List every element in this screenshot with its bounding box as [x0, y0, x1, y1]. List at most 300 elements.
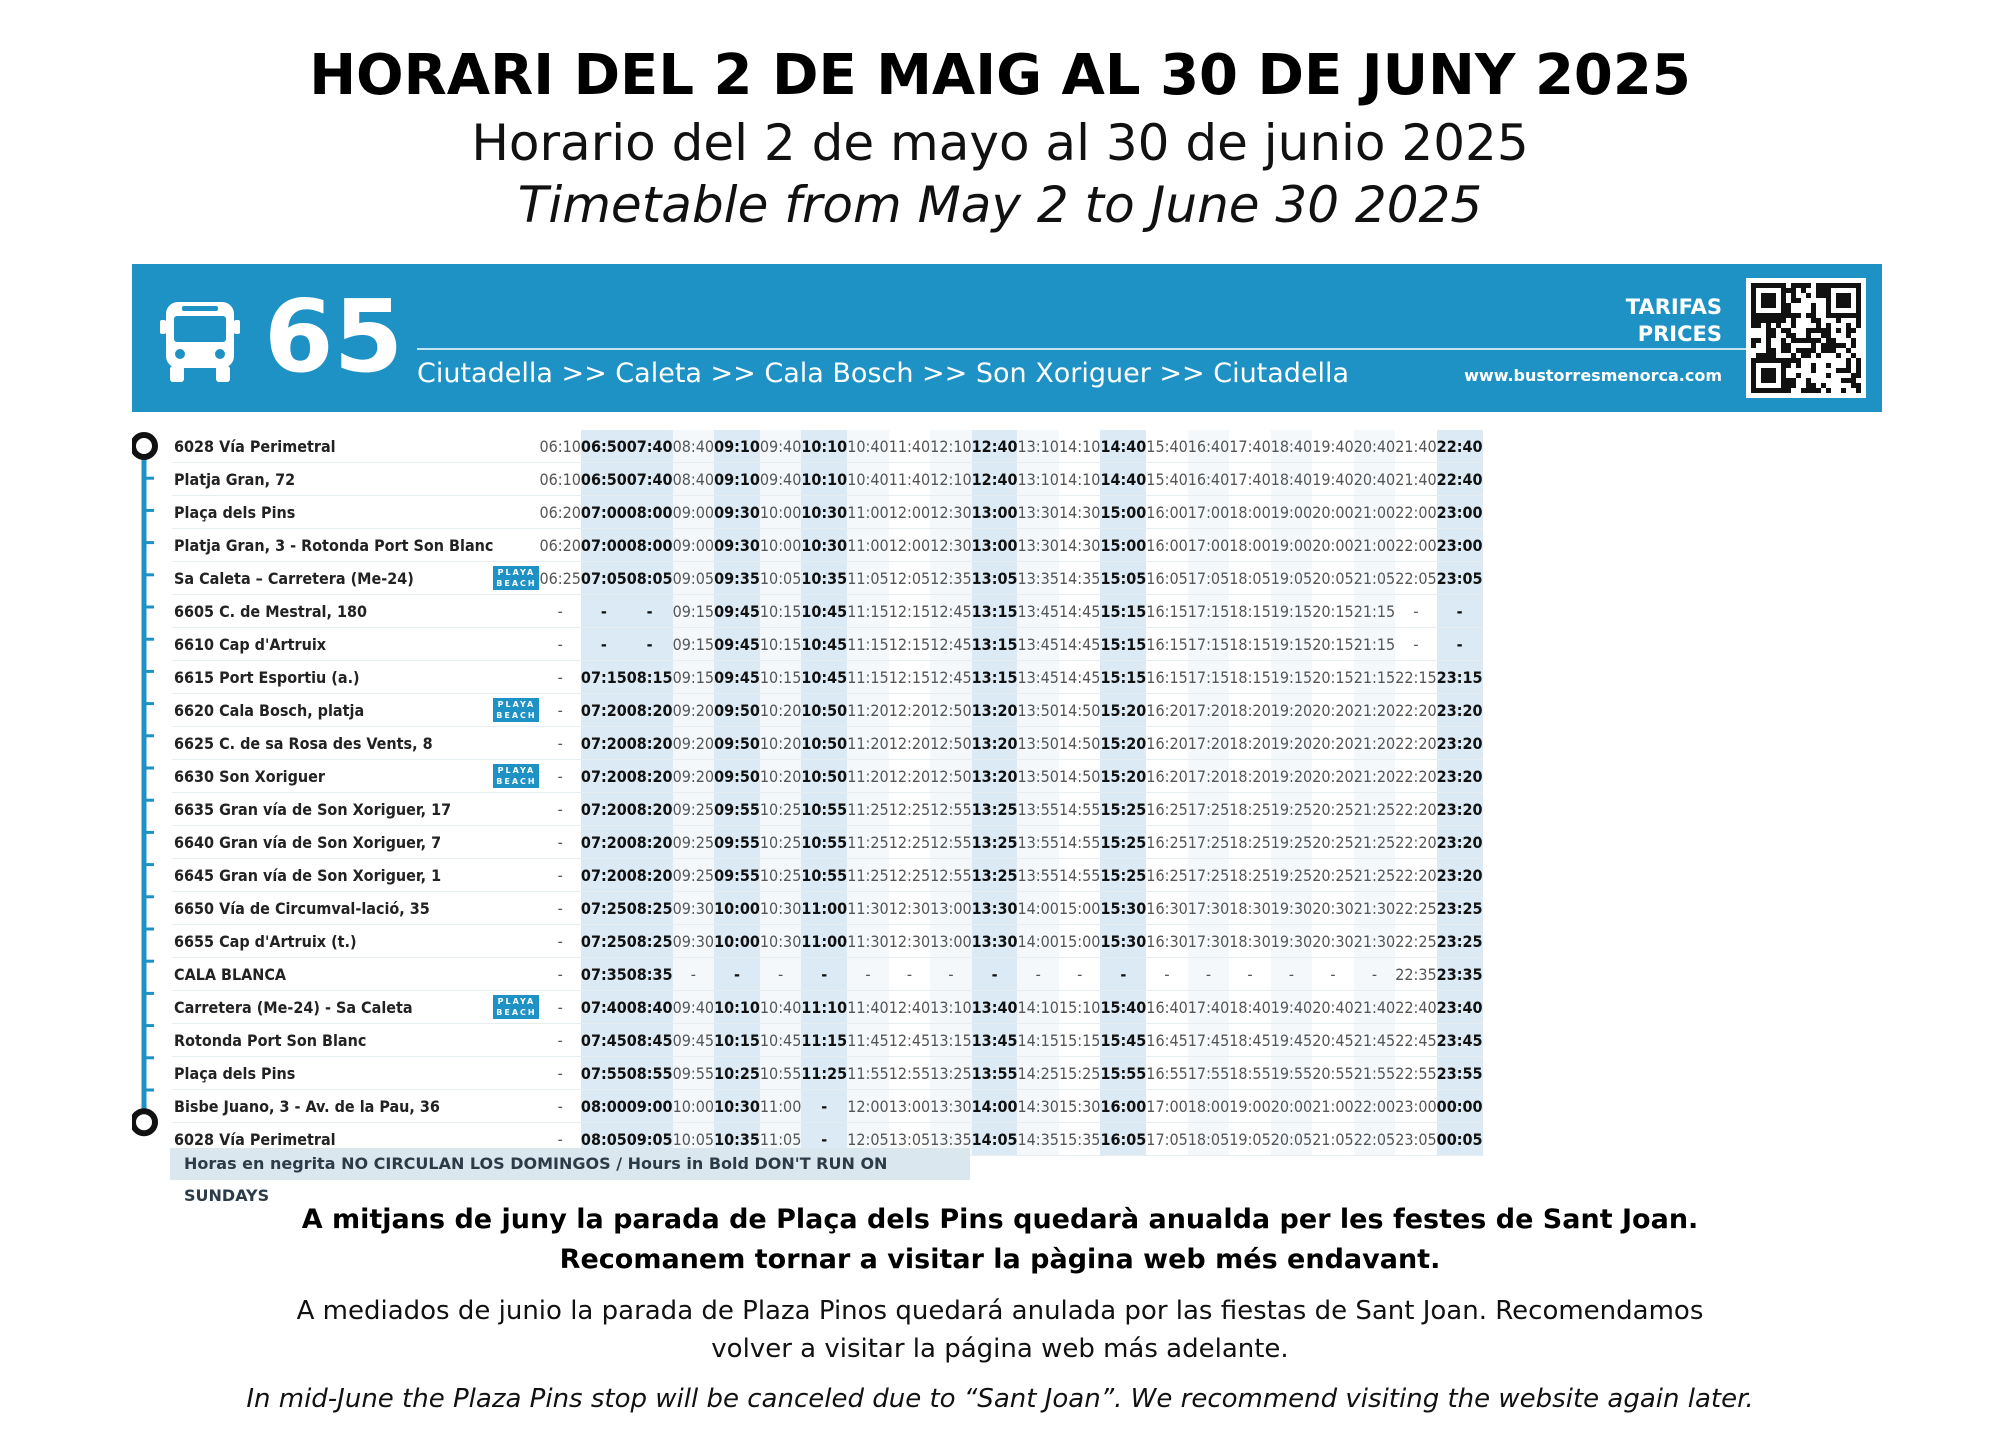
table-row: [172, 628, 1483, 661]
qr-module: [1806, 313, 1811, 318]
title-spanish: Horario del 2 de mayo al 30 de junio 2025: [471, 114, 1529, 172]
time-cell: 15:35: [1059, 1123, 1100, 1156]
time-cell: 09:55: [673, 1057, 714, 1090]
time-cell: 11:15: [847, 661, 888, 694]
time-cell: 09:30: [673, 892, 714, 925]
time-cell: -: [539, 1024, 580, 1057]
time-cell: 13:20: [972, 727, 1018, 760]
qr-module: [1756, 323, 1761, 328]
time-cell: 17:15: [1188, 628, 1229, 661]
qr-module: [1851, 383, 1856, 388]
stop-name: 6615 Port Esportiu (a.): [172, 661, 493, 694]
website-url: www.bustorresmenorca.com: [1464, 366, 1722, 385]
time-cell: 16:40: [1146, 991, 1187, 1024]
time-cell: 09:45: [714, 628, 760, 661]
time-cell: 15:25: [1059, 1057, 1100, 1090]
time-cell: 18:40: [1271, 430, 1312, 463]
time-cell: 11:20: [847, 694, 888, 727]
time-cell: 14:40: [1100, 430, 1146, 463]
qr-module: [1766, 323, 1771, 328]
time-cell: 10:40: [760, 991, 801, 1024]
time-cell: 13:25: [972, 859, 1018, 892]
qr-module: [1786, 308, 1791, 313]
time-cell: -: [801, 958, 847, 991]
time-cell: 13:30: [972, 892, 1018, 925]
time-cell: 12:25: [889, 859, 930, 892]
qr-module: [1756, 318, 1761, 323]
time-cell: 11:25: [801, 1057, 847, 1090]
qr-module: [1801, 388, 1806, 393]
time-cell: 09:05: [627, 1123, 673, 1156]
time-cell: 08:25: [627, 892, 673, 925]
time-cell: 10:25: [714, 1057, 760, 1090]
time-cell: 10:00: [714, 892, 760, 925]
time-cell: -: [539, 826, 580, 859]
time-cell: 19:25: [1271, 793, 1312, 826]
time-cell: 06:50: [581, 463, 627, 496]
qr-module: [1791, 318, 1796, 323]
qr-module: [1826, 328, 1831, 333]
table-row: [172, 1024, 1483, 1057]
qr-module: [1786, 343, 1791, 348]
qr-module: [1821, 328, 1826, 333]
qr-module: [1816, 288, 1821, 293]
time-cell: -: [539, 595, 580, 628]
qr-module: [1786, 383, 1791, 388]
qr-module: [1806, 388, 1811, 393]
stop-name: 6630 Son Xoriguer: [172, 760, 493, 793]
time-cell: 14:45: [1059, 628, 1100, 661]
time-cell: 14:00: [972, 1090, 1018, 1123]
time-cell: 09:10: [714, 463, 760, 496]
qr-module: [1836, 368, 1841, 373]
time-cell: 19:20: [1271, 760, 1312, 793]
time-cell: 06:20: [539, 529, 580, 562]
time-cell: 12:50: [930, 694, 971, 727]
time-cell: 08:20: [627, 694, 673, 727]
time-cell: 10:55: [760, 1057, 801, 1090]
qr-module: [1791, 293, 1796, 298]
time-cell: 12:40: [972, 430, 1018, 463]
time-cell: 13:25: [930, 1057, 971, 1090]
time-cell: 21:40: [1395, 463, 1436, 496]
time-cell: 10:45: [801, 661, 847, 694]
time-cell: 19:05: [1271, 562, 1312, 595]
playa-beach-badge: [493, 995, 539, 1019]
time-cell: 13:30: [1017, 496, 1058, 529]
time-cell: 16:20: [1146, 760, 1187, 793]
time-cell: 09:25: [673, 793, 714, 826]
time-cell: 10:10: [714, 991, 760, 1024]
time-cell: 18:20: [1229, 760, 1270, 793]
time-cell: 13:05: [889, 1123, 930, 1156]
time-cell: 18:00: [1229, 529, 1270, 562]
time-cell: 09:20: [673, 694, 714, 727]
badge-cell: [493, 661, 539, 694]
qr-module: [1791, 288, 1796, 293]
time-cell: 20:05: [1271, 1123, 1312, 1156]
time-cell: 21:25: [1354, 826, 1395, 859]
qr-module: [1791, 333, 1796, 338]
time-cell: 13:30: [1017, 529, 1058, 562]
qr-module: [1856, 318, 1861, 323]
time-cell: 10:20: [760, 760, 801, 793]
time-cell: 21:15: [1354, 661, 1395, 694]
time-cell: 18:25: [1229, 793, 1270, 826]
time-cell: 11:10: [801, 991, 847, 1024]
qr-module: [1751, 318, 1756, 323]
badge-cell: [493, 892, 539, 925]
qr-module: [1836, 293, 1851, 308]
stop-name: Plaça dels Pins: [172, 1057, 493, 1090]
stop-name: 6028 Vía Perimetral: [172, 430, 493, 463]
time-cell: 18:05: [1188, 1123, 1229, 1156]
time-cell: 14:10: [1017, 991, 1058, 1024]
time-cell: 18:00: [1188, 1090, 1229, 1123]
stop-name: 6625 C. de sa Rosa des Vents, 8: [172, 727, 493, 760]
qr-module: [1761, 293, 1776, 308]
time-cell: 10:20: [760, 727, 801, 760]
qr-module: [1781, 348, 1786, 353]
time-cell: 10:45: [801, 628, 847, 661]
time-cell: 17:55: [1188, 1057, 1229, 1090]
time-cell: 09:25: [673, 826, 714, 859]
badge-cell: [493, 859, 539, 892]
time-cell: 19:25: [1271, 826, 1312, 859]
time-cell: 13:50: [1017, 760, 1058, 793]
time-cell: 08:35: [627, 958, 673, 991]
time-cell: 09:00: [673, 529, 714, 562]
time-cell: 20:45: [1312, 1024, 1353, 1057]
time-cell: 15:20: [1100, 694, 1146, 727]
time-cell: 07:45: [581, 1024, 627, 1057]
qr-module: [1801, 348, 1806, 353]
time-cell: 08:00: [627, 496, 673, 529]
time-cell: 13:40: [972, 991, 1018, 1024]
stop-name: 6635 Gran vía de Son Xoriguer, 17: [172, 793, 493, 826]
qr-module: [1796, 338, 1801, 343]
time-cell: -: [972, 958, 1018, 991]
time-cell: 12:55: [889, 1057, 930, 1090]
time-cell: 18:40: [1229, 991, 1270, 1024]
time-cell: 11:30: [847, 892, 888, 925]
time-cell: 13:20: [972, 694, 1018, 727]
time-cell: 07:40: [627, 430, 673, 463]
qr-module: [1826, 343, 1831, 348]
time-cell: 08:00: [627, 529, 673, 562]
qr-module: [1786, 288, 1791, 293]
qr-module: [1801, 338, 1806, 343]
qr-module: [1846, 378, 1851, 383]
time-cell: 13:15: [972, 628, 1018, 661]
time-cell: 10:50: [801, 760, 847, 793]
time-cell: 13:50: [1017, 727, 1058, 760]
time-cell: 09:45: [714, 595, 760, 628]
qr-module: [1851, 328, 1856, 333]
time-cell: 15:00: [1059, 892, 1100, 925]
qr-module: [1786, 378, 1791, 383]
qr-module: [1781, 338, 1786, 343]
time-cell: 20:00: [1312, 496, 1353, 529]
time-cell: 09:55: [714, 859, 760, 892]
time-cell: 13:00: [930, 892, 971, 925]
time-cell: 15:45: [1100, 1024, 1146, 1057]
table-row: [172, 661, 1483, 694]
time-cell: 23:05: [1395, 1123, 1436, 1156]
time-cell: 07:00: [581, 529, 627, 562]
time-cell: 14:00: [1017, 892, 1058, 925]
qr-module: [1846, 333, 1851, 338]
badge-cell: [493, 958, 539, 991]
time-cell: 14:15: [1017, 1024, 1058, 1057]
time-cell: 21:15: [1354, 595, 1395, 628]
time-cell: 17:40: [1188, 991, 1229, 1024]
time-cell: 14:30: [1017, 1090, 1058, 1123]
time-cell: 11:30: [847, 925, 888, 958]
qr-module: [1796, 363, 1801, 368]
time-cell: -: [581, 628, 627, 661]
qr-module: [1851, 343, 1856, 348]
time-cell: 21:55: [1354, 1057, 1395, 1090]
badge-cell: [493, 430, 539, 463]
time-cell: 09:10: [714, 430, 760, 463]
time-cell: 13:45: [1017, 595, 1058, 628]
qr-module: [1846, 323, 1851, 328]
qr-module: [1751, 343, 1756, 348]
time-cell: 22:20: [1395, 793, 1436, 826]
time-cell: 15:20: [1100, 727, 1146, 760]
time-cell: 07:35: [581, 958, 627, 991]
time-cell: -: [627, 595, 673, 628]
time-cell: -: [539, 1057, 580, 1090]
time-cell: 10:05: [760, 562, 801, 595]
time-cell: -: [1437, 595, 1483, 628]
time-cell: 18:25: [1229, 826, 1270, 859]
time-cell: 20:05: [1312, 562, 1353, 595]
time-cell: 19:15: [1271, 595, 1312, 628]
badge-cell: [493, 760, 539, 793]
time-cell: 08:40: [673, 463, 714, 496]
tarifas-label: [1626, 294, 1722, 348]
time-cell: 11:00: [847, 496, 888, 529]
qr-module: [1851, 338, 1856, 343]
time-cell: 12:35: [930, 562, 971, 595]
qr-module: [1811, 313, 1816, 318]
qr-module: [1856, 388, 1861, 393]
time-cell: 12:10: [930, 463, 971, 496]
qr-module: [1841, 343, 1846, 348]
time-cell: 20:20: [1312, 727, 1353, 760]
time-cell: 19:40: [1312, 463, 1353, 496]
time-cell: 14:30: [1059, 529, 1100, 562]
time-cell: 14:40: [1100, 463, 1146, 496]
time-cell: 08:15: [627, 661, 673, 694]
badge-text: BEACH: [496, 777, 537, 786]
time-cell: -: [627, 628, 673, 661]
time-cell: 23:55: [1437, 1057, 1483, 1090]
time-cell: 23:20: [1437, 727, 1483, 760]
qr-module: [1856, 368, 1861, 373]
time-cell: 16:25: [1146, 859, 1187, 892]
stop-name: 6650 Vía de Circumval-lació, 35: [172, 892, 493, 925]
qr-module: [1791, 383, 1796, 388]
qr-module: [1761, 318, 1766, 323]
time-cell: 21:00: [1354, 496, 1395, 529]
time-cell: 14:45: [1059, 595, 1100, 628]
time-cell: 10:15: [760, 661, 801, 694]
time-cell: 09:05: [673, 562, 714, 595]
time-cell: -: [581, 595, 627, 628]
time-cell: -: [539, 727, 580, 760]
time-cell: 18:30: [1229, 892, 1270, 925]
time-cell: -: [539, 661, 580, 694]
stop-name: Platja Gran, 3 - Rotonda Port Son Blanc: [172, 529, 493, 562]
time-cell: 22:00: [1354, 1090, 1395, 1123]
time-cell: 10:00: [714, 925, 760, 958]
time-cell: 19:20: [1271, 727, 1312, 760]
time-cell: 18:20: [1229, 727, 1270, 760]
time-cell: 21:30: [1354, 925, 1395, 958]
qr-module: [1786, 333, 1791, 338]
qr-module: [1756, 353, 1761, 358]
time-cell: 09:45: [673, 1024, 714, 1057]
badge-text: PLAYA: [497, 997, 536, 1006]
time-cell: 20:40: [1354, 430, 1395, 463]
time-cell: -: [1059, 958, 1100, 991]
time-cell: -: [539, 760, 580, 793]
time-cell: 21:25: [1354, 793, 1395, 826]
time-cell: 09:20: [673, 727, 714, 760]
time-cell: 13:45: [972, 1024, 1018, 1057]
qr-module: [1761, 353, 1766, 358]
time-cell: 10:30: [760, 925, 801, 958]
time-cell: 09:30: [673, 925, 714, 958]
table-row: [172, 562, 1483, 595]
table-row: [172, 892, 1483, 925]
badge-cell: [493, 562, 539, 595]
time-cell: 09:25: [673, 859, 714, 892]
time-cell: 22:35: [1395, 958, 1436, 991]
time-cell: 17:15: [1188, 595, 1229, 628]
time-cell: 14:30: [1059, 496, 1100, 529]
time-cell: 17:30: [1188, 892, 1229, 925]
qr-module: [1846, 328, 1851, 333]
time-cell: 10:45: [760, 1024, 801, 1057]
time-cell: -: [539, 793, 580, 826]
time-cell: 18:15: [1229, 628, 1270, 661]
playa-beach-badge: [493, 566, 539, 590]
table-row: [172, 859, 1483, 892]
time-cell: 07:05: [581, 562, 627, 595]
time-cell: 09:40: [760, 430, 801, 463]
time-cell: 21:05: [1312, 1123, 1353, 1156]
badge-cell: [493, 463, 539, 496]
time-cell: 21:00: [1312, 1090, 1353, 1123]
stop-name: 6605 C. de Mestral, 180: [172, 595, 493, 628]
time-cell: 17:25: [1188, 826, 1229, 859]
time-cell: 11:20: [847, 760, 888, 793]
time-cell: 11:40: [847, 991, 888, 1024]
time-cell: 07:20: [581, 694, 627, 727]
time-cell: 21:05: [1354, 562, 1395, 595]
time-cell: 07:40: [581, 991, 627, 1024]
time-cell: -: [1354, 958, 1395, 991]
time-cell: 16:30: [1146, 892, 1187, 925]
time-cell: 09:40: [673, 991, 714, 1024]
time-cell: 09:50: [714, 760, 760, 793]
playa-beach-badge: [493, 764, 539, 788]
time-cell: 20:40: [1354, 463, 1395, 496]
time-cell: 15:55: [1100, 1057, 1146, 1090]
time-cell: 15:00: [1100, 496, 1146, 529]
route-line-icon: [132, 430, 172, 1150]
qr-module: [1766, 348, 1771, 353]
time-cell: 07:40: [627, 463, 673, 496]
time-cell: 23:00: [1395, 1090, 1436, 1123]
time-cell: 11:25: [847, 793, 888, 826]
notice-english: In mid-June the Plaza Pins stop will be canceled due to “Sant Joan”. We recommend visiting the website again later.: [246, 1384, 1754, 1414]
time-cell: 10:10: [801, 430, 847, 463]
table-row: [172, 727, 1483, 760]
qr-module: [1856, 373, 1861, 378]
qr-module: [1751, 323, 1756, 328]
time-cell: 15:25: [1100, 826, 1146, 859]
table-row: [172, 463, 1483, 496]
time-cell: 13:30: [972, 925, 1018, 958]
time-cell: 12:40: [972, 463, 1018, 496]
time-cell: 13:55: [1017, 793, 1058, 826]
qr-module: [1786, 348, 1791, 353]
badge-cell: [493, 991, 539, 1024]
time-cell: 11:40: [889, 463, 930, 496]
qr-module: [1771, 333, 1776, 338]
time-cell: 17:40: [1229, 430, 1270, 463]
time-cell: 00:05: [1437, 1123, 1483, 1156]
time-cell: 15:00: [1059, 925, 1100, 958]
time-cell: 20:15: [1312, 628, 1353, 661]
badge-cell: [493, 793, 539, 826]
time-cell: 20:40: [1312, 991, 1353, 1024]
table-row: [172, 925, 1483, 958]
time-cell: 12:20: [889, 694, 930, 727]
badge-cell: [493, 925, 539, 958]
time-cell: 14:05: [972, 1123, 1018, 1156]
time-cell: -: [1229, 958, 1270, 991]
time-cell: 21:00: [1354, 529, 1395, 562]
time-cell: 12:50: [930, 727, 971, 760]
time-cell: 16:45: [1146, 1024, 1187, 1057]
time-cell: -: [1017, 958, 1058, 991]
time-cell: 22:20: [1395, 694, 1436, 727]
prices-text: PRICES: [1637, 322, 1722, 346]
time-cell: 08:45: [627, 1024, 673, 1057]
table-row: [172, 1057, 1483, 1090]
time-cell: 10:20: [760, 694, 801, 727]
qr-module: [1771, 348, 1776, 353]
time-cell: 21:15: [1354, 628, 1395, 661]
time-cell: 14:50: [1059, 694, 1100, 727]
time-cell: 23:25: [1437, 925, 1483, 958]
badge-cell: [493, 727, 539, 760]
qr-module: [1846, 348, 1851, 353]
time-cell: 18:40: [1271, 463, 1312, 496]
time-cell: 10:40: [847, 463, 888, 496]
time-cell: 21:40: [1395, 430, 1436, 463]
qr-code-icon[interactable]: [1746, 278, 1866, 398]
time-cell: 07:15: [581, 661, 627, 694]
time-cell: -: [539, 892, 580, 925]
qr-module: [1766, 333, 1771, 338]
